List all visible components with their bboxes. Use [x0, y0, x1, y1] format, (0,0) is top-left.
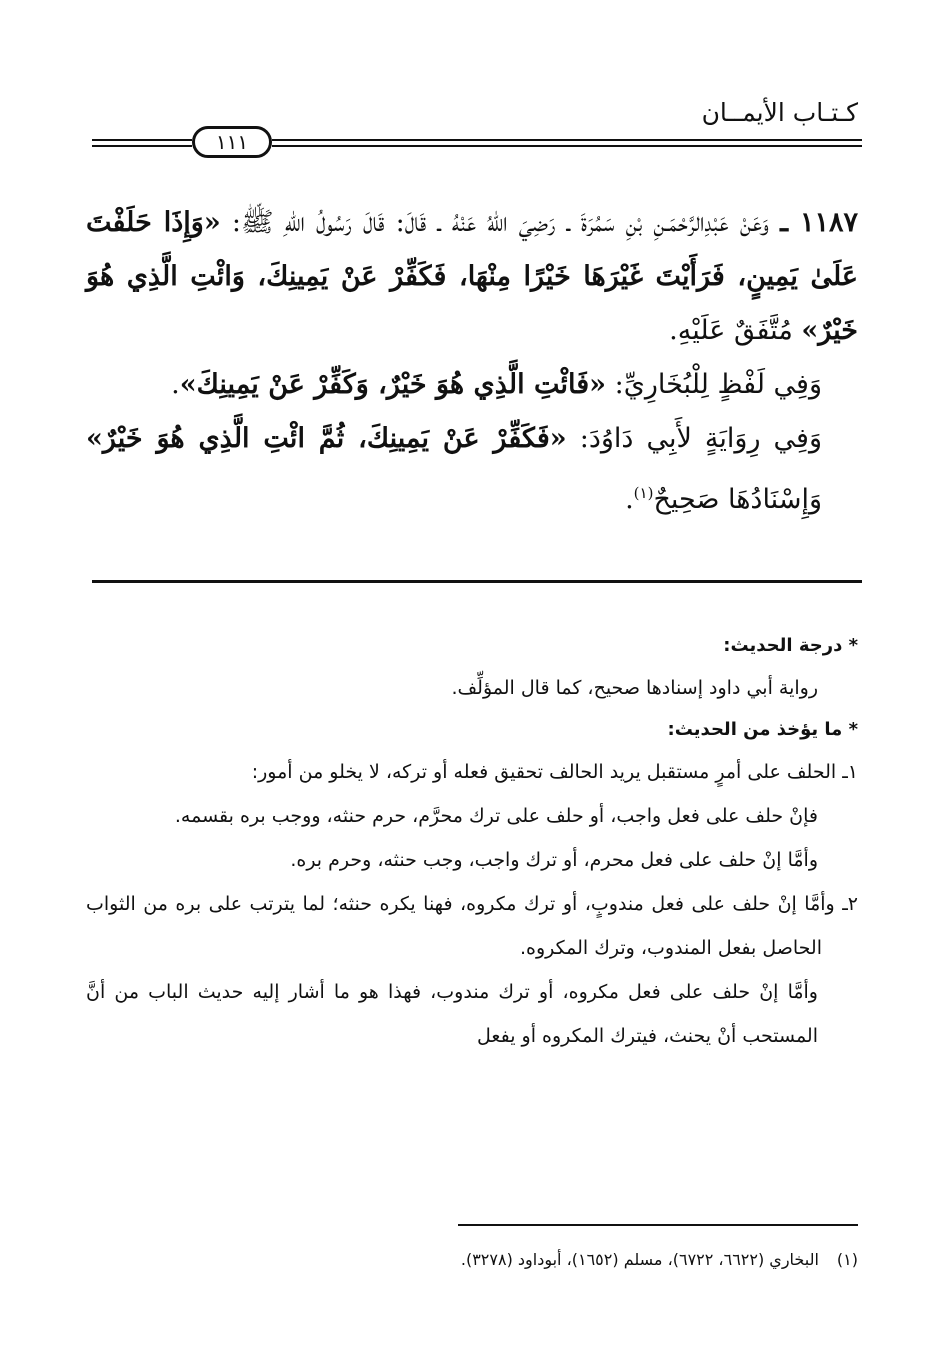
footnote-reference[interactable]: (١) [633, 484, 654, 502]
hadith-paragraph-3 [86, 412, 858, 527]
hadith-grading: مُتَّفَقٌ عَلَيْهِ. [669, 315, 793, 346]
heading-lessons: * ما يؤخذ من الحديث: [667, 719, 858, 740]
hadith-narration: وَعَنْ عَبْدِالرَّحْمَـنِ بْنِ سَمُرَةَ ـ رَضِيَ اللهُ عَنْهُ ـ قَالَ: قَالَ رَسُولُ اللهِ ﷺ: [231, 207, 769, 238]
abudawud-quote: «فَكَفِّرْ عَنْ يَمِينِكَ، ثُمَّ ائْتِ الَّذِي هُوَ خَيْرٌ» [86, 423, 567, 454]
header-rule-left [92, 139, 192, 147]
hadith-text [86, 196, 858, 527]
abudawud-lead: وَفِي رِوَايَةٍ لأَبِي دَاوُدَ: [579, 423, 822, 454]
lesson-point-2: ٢ـ وأمَّا إنْ حلف على فعل مندوبٍ، أو ترك مكروه، فهنا يكره حنثه؛ لما يترتب على بره من الثواب الحاصل بفعل المندوب، وترك المكروه. [86, 893, 858, 959]
page-number: ١١١ [192, 126, 272, 158]
grade-text: رواية أبي داود إسنادها صحيح، كما قال المؤلِّف. [451, 677, 818, 699]
hadith-paragraph-1 [86, 196, 858, 358]
commentary [86, 626, 858, 1058]
footnote-rule [458, 1224, 858, 1226]
running-title: كـتـاب الأيمــان [701, 98, 858, 127]
bukhari-lead: وَفِي لَفْظٍ لِلْبُخَارِيِّ: [614, 369, 822, 400]
hadith-quote-main: «وَإِذَا حَلَفْتَ عَلَىٰ يَمِينٍ، فَرَأَيْتَ غَيْرَهَا خَيْرًا مِنْهَا، فَكَفِّرْ عَنْ يَمِينِكَ، وَائْتِ الَّذِي هُوَ خَيْرٌ» [86, 207, 858, 346]
lesson-point-1: ١ـ الحلف على أمرٍ مستقبل يريد الحالف تحقيق فعله أو تركه، لا يخلو من أمور: [251, 761, 858, 783]
heading-hadith-grade: * درجة الحديث: [723, 635, 858, 656]
hadith-number: ١١٨٧ ـ [780, 207, 858, 238]
lesson-point-1-b: وأمَّا إنْ حلف على فعل محرم، أو ترك واجب، وجب حنثه، وحرم بره. [290, 849, 818, 871]
hadith-paragraph-2 [86, 358, 858, 412]
bukhari-end: . [171, 369, 180, 400]
footnote-text: البخاري (٦٦٢٢، ٦٧٢٢)، مسلم (١٦٥٢)، أبوداود (٣٢٧٨). [460, 1250, 819, 1269]
lesson-point-2-a: وأمَّا إنْ حلف على فعل مكروه، أو ترك مندوب، فهذا هو ما أشار إليه حديث الباب من أنَّ المستحب أنْ يحنث، فيترك المكروه أو يفعل [86, 981, 818, 1047]
footnote-marker: (١) [836, 1250, 858, 1269]
abudawud-end: . [625, 484, 634, 515]
section-divider [92, 580, 862, 583]
bukhari-quote: «فَائْتِ الَّذِي هُوَ خَيْرٌ، وَكَفِّرْ عَنْ يَمِينِكَ» [179, 369, 607, 400]
header-rule-right [272, 139, 862, 147]
footnote [86, 1246, 858, 1274]
lesson-point-1-a: فإنْ حلف على فعل واجب، أو حلف على ترك محرَّم، حرم حنثه، ووجب بره بقسمه. [174, 805, 818, 827]
abudawud-grading: وَإِسْنَادُهَا صَحِيحٌ [653, 484, 822, 515]
